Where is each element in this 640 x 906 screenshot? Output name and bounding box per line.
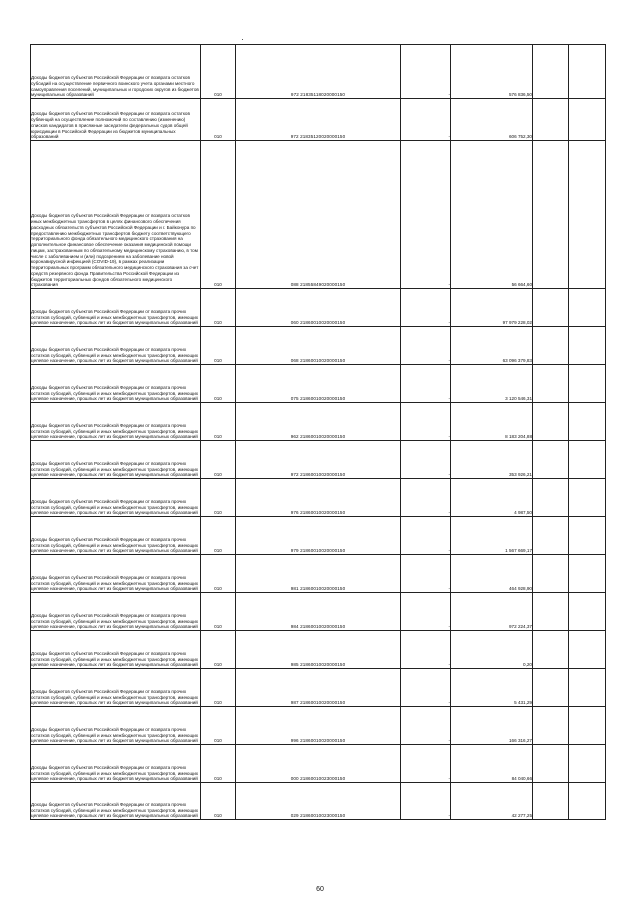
row-name-cell: Доходы бюджетов субъектов Российской Федерации от возврата прочих остатков субсидий, субвенций и иных межбюджетных трансфертов, имеющих целевое назначение, прошлых лет из бюджетов муниципальных образований xyxy=(31,289,201,327)
row-dash-cell: - xyxy=(401,479,451,517)
row-dash-cell: - xyxy=(401,327,451,365)
row-amount-cell: 4 987,50 xyxy=(451,479,533,517)
row-kbk-cell: 972 21835118020000150 xyxy=(236,45,401,99)
row-amount-cell: 166 316,27 xyxy=(451,707,533,745)
row-dash-cell: - xyxy=(401,441,451,479)
row-name-cell: Доходы бюджетов субъектов Российской Федерации от возврата прочих остатков субсидий, субвенций и иных межбюджетных трансфертов, имеющих целевое назначение, прошлых лет из бюджетов муниципальных образований xyxy=(31,441,201,479)
row-kbk-cell: 985 21860010020000150 xyxy=(236,631,401,669)
table-row xyxy=(31,289,606,327)
row-kbk-cell: 979 21860010020000150 xyxy=(236,517,401,555)
row-dash-cell: - xyxy=(401,403,451,441)
row-code-cell: 010 xyxy=(201,45,236,99)
row-empty-cell xyxy=(533,517,569,555)
row-empty-cell xyxy=(533,45,569,99)
table-row xyxy=(31,441,606,479)
table-row xyxy=(31,783,606,820)
row-empty-cell xyxy=(533,631,569,669)
row-kbk-cell: 972 21860010020000150 xyxy=(236,441,401,479)
row-empty-cell xyxy=(569,327,606,365)
row-empty-cell xyxy=(569,141,606,289)
row-empty-cell xyxy=(533,403,569,441)
row-code-cell: 010 xyxy=(201,783,236,820)
row-amount-cell: 84 040,66 xyxy=(451,745,533,783)
row-dash-cell: - xyxy=(401,783,451,820)
row-empty-cell xyxy=(569,403,606,441)
row-code-cell: 010 xyxy=(201,403,236,441)
row-amount-cell: 42 277,25 xyxy=(451,783,533,820)
row-code-cell: 010 xyxy=(201,327,236,365)
row-kbk-cell: 075 21860010020000150 xyxy=(236,365,401,403)
table-row xyxy=(31,403,606,441)
row-empty-cell xyxy=(569,745,606,783)
scan-speck xyxy=(242,39,243,40)
row-name-cell: Доходы бюджетов субъектов Российской Федерации от возврата остатков иных межбюджетных трансфертов в целях финансового обеспечения расходных обязательств субъектов Российской Федерации и г. Байконура по предоставлению межбюджетных трансфертов бюджету соответствующего территориального фонда обязательного медицинского страхования на дополнительное финансовое обеспечение оказания медицинской помощи лицам, застрахованным по обязательному медицинскому страхованию, в том числе с заболеванием и (или) подозрением на заболевание новой коронавирусной инфекцией (COVID-19), в рамках реализации территориальных программ обязательного медицинского страхования за счет средств резервного фонда Правительства Российской Федерации из бюджетов территориальных фондов обязательного медицинского страхования xyxy=(31,141,201,289)
row-code-cell: 010 xyxy=(201,141,236,289)
row-dash-cell: - xyxy=(401,141,451,289)
row-empty-cell xyxy=(569,441,606,479)
row-empty-cell xyxy=(569,517,606,555)
row-code-cell: 010 xyxy=(201,631,236,669)
table-row xyxy=(31,99,606,141)
row-amount-cell: 0,20 xyxy=(451,631,533,669)
row-empty-cell xyxy=(569,593,606,631)
row-name-cell: Доходы бюджетов субъектов Российской Федерации от возврата прочих остатков субсидий, субвенций и иных межбюджетных трансфертов, имеющих целевое назначение, прошлых лет из бюджетов муниципальных образований xyxy=(31,783,201,820)
row-dash-cell: - xyxy=(401,45,451,99)
row-empty-cell xyxy=(569,289,606,327)
row-empty-cell xyxy=(533,365,569,403)
row-dash-cell: - xyxy=(401,555,451,593)
row-empty-cell xyxy=(569,45,606,99)
row-name-cell: Доходы бюджетов субъектов Российской Федерации от возврата прочих остатков субсидий, субвенций и иных межбюджетных трансфертов, имеющих целевое назначение, прошлых лет из бюджетов муниципальных образований xyxy=(31,707,201,745)
row-empty-cell xyxy=(533,289,569,327)
row-name-cell: Доходы бюджетов субъектов Российской Федерации от возврата прочих остатков субсидий, субвенций и иных межбюджетных трансфертов, имеющих целевое назначение, прошлых лет из бюджетов муниципальных образований xyxy=(31,669,201,707)
row-code-cell: 010 xyxy=(201,289,236,327)
row-amount-cell: 3 120 546,31 xyxy=(451,365,533,403)
row-code-cell: 010 xyxy=(201,745,236,783)
row-empty-cell xyxy=(533,669,569,707)
row-dash-cell: - xyxy=(401,707,451,745)
row-amount-cell: 63 096 379,83 xyxy=(451,327,533,365)
row-dash-cell: - xyxy=(401,669,451,707)
table-row xyxy=(31,707,606,745)
row-code-cell: 010 xyxy=(201,555,236,593)
row-empty-cell xyxy=(569,707,606,745)
row-kbk-cell: 987 21860010020000150 xyxy=(236,669,401,707)
row-dash-cell: - xyxy=(401,99,451,141)
row-kbk-cell: 976 21860010020000150 xyxy=(236,479,401,517)
table-row xyxy=(31,365,606,403)
row-amount-cell: 97 979 228,02 xyxy=(451,289,533,327)
row-kbk-cell: 962 21860010020000150 xyxy=(236,403,401,441)
row-empty-cell xyxy=(569,555,606,593)
page-number: 60 xyxy=(316,886,324,893)
row-name-cell: Доходы бюджетов субъектов Российской Федерации от возврата прочих остатков субсидий, субвенций и иных межбюджетных трансфертов, имеющих целевое назначение, прошлых лет из бюджетов муниципальных образований xyxy=(31,479,201,517)
row-amount-cell: 8 183 204,88 xyxy=(451,403,533,441)
row-name-cell: Доходы бюджетов субъектов Российской Федерации от возврата прочих остатков субсидий, субвенций и иных межбюджетных трансфертов, имеющих целевое назначение, прошлых лет из бюджетов муниципальных образований xyxy=(31,517,201,555)
row-kbk-cell: 088 21855849020000150 xyxy=(236,141,401,289)
row-kbk-cell: 996 21860010020000150 xyxy=(236,707,401,745)
table-row xyxy=(31,45,606,99)
row-dash-cell: - xyxy=(401,593,451,631)
row-dash-cell: - xyxy=(401,631,451,669)
row-amount-cell: 464 928,90 xyxy=(451,555,533,593)
row-amount-cell: 972 224,37 xyxy=(451,593,533,631)
row-empty-cell xyxy=(569,99,606,141)
row-code-cell: 010 xyxy=(201,593,236,631)
row-code-cell: 010 xyxy=(201,365,236,403)
row-kbk-cell: 000 21860010023000150 xyxy=(236,745,401,783)
table-row xyxy=(31,593,606,631)
row-kbk-cell: 984 21860010020000150 xyxy=(236,593,401,631)
row-code-cell: 010 xyxy=(201,707,236,745)
row-dash-cell: - xyxy=(401,745,451,783)
row-empty-cell xyxy=(533,707,569,745)
row-name-cell: Доходы бюджетов субъектов Российской Федерации от возврата остатков субсидий на осуществление первичного воинского учета органами местного самоуправления поселений, муниципальных и городских округов из бюджетов муниципальных образований xyxy=(31,45,201,99)
row-empty-cell xyxy=(533,141,569,289)
table-row xyxy=(31,479,606,517)
row-kbk-cell: 981 21860010020000150 xyxy=(236,555,401,593)
table-row xyxy=(31,517,606,555)
row-empty-cell xyxy=(533,593,569,631)
row-code-cell: 010 xyxy=(201,517,236,555)
row-dash-cell: - xyxy=(401,517,451,555)
row-name-cell: Доходы бюджетов субъектов Российской Федерации от возврата прочих остатков субсидий, субвенций и иных межбюджетных трансфертов, имеющих целевое назначение, прошлых лет из бюджетов муниципальных образований xyxy=(31,365,201,403)
row-empty-cell xyxy=(569,365,606,403)
row-name-cell: Доходы бюджетов субъектов Российской Федерации от возврата прочих остатков субсидий, субвенций и иных межбюджетных трансфертов, имеющих целевое назначение, прошлых лет из бюджетов муниципальных образований xyxy=(31,593,201,631)
row-name-cell: Доходы бюджетов субъектов Российской Федерации от возврата прочих остатков субсидий, субвенций и иных межбюджетных трансфертов, имеющих целевое назначение, прошлых лет из бюджетов муниципальных образований xyxy=(31,631,201,669)
row-name-cell: Доходы бюджетов субъектов Российской Федерации от возврата остатков субвенций на осуществление полномочий по составлению (изменению) списков кандидатов в присяжные заседатели федеральных судов общей юрисдикции в Российской Федерации из бюджетов муниципальных образований xyxy=(31,99,201,141)
row-code-cell: 010 xyxy=(201,669,236,707)
table-row xyxy=(31,631,606,669)
row-name-cell: Доходы бюджетов субъектов Российской Федерации от возврата прочих остатков субсидий, субвенций и иных межбюджетных трансфертов, имеющих целевое назначение, прошлых лет из бюджетов муниципальных образований xyxy=(31,327,201,365)
row-empty-cell xyxy=(533,745,569,783)
row-code-cell: 010 xyxy=(201,441,236,479)
row-empty-cell xyxy=(569,783,606,820)
row-code-cell: 010 xyxy=(201,99,236,141)
row-name-cell: Доходы бюджетов субъектов Российской Федерации от возврата прочих остатков субсидий, субвенций и иных межбюджетных трансфертов, имеющих целевое назначение, прошлых лет из бюджетов муниципальных образований xyxy=(31,403,201,441)
row-kbk-cell: 060 21860010020000150 xyxy=(236,289,401,327)
row-empty-cell xyxy=(533,555,569,593)
table-row xyxy=(31,141,606,289)
table-row xyxy=(31,669,606,707)
row-empty-cell xyxy=(533,327,569,365)
row-kbk-cell: 029 21860010023000150 xyxy=(236,783,401,820)
row-name-cell: Доходы бюджетов субъектов Российской Федерации от возврата прочих остатков субсидий, субвенций и иных межбюджетных трансфертов, имеющих целевое назначение, прошлых лет из бюджетов муниципальных образований xyxy=(31,555,201,593)
row-amount-cell: 576 836,50 xyxy=(451,45,533,99)
row-amount-cell: 353 926,21 xyxy=(451,441,533,479)
row-amount-cell: 5 431,29 xyxy=(451,669,533,707)
row-empty-cell xyxy=(569,479,606,517)
row-name-cell: Доходы бюджетов субъектов Российской Федерации от возврата прочих остатков субсидий, субвенций и иных межбюджетных трансфертов, имеющих целевое назначение, прошлых лет из бюджетов муниципальных образований xyxy=(31,745,201,783)
row-amount-cell: 1 567 669,17 xyxy=(451,517,533,555)
row-empty-cell xyxy=(533,479,569,517)
table-row xyxy=(31,745,606,783)
row-empty-cell xyxy=(533,783,569,820)
row-empty-cell xyxy=(533,441,569,479)
row-dash-cell: - xyxy=(401,289,451,327)
table-row xyxy=(31,327,606,365)
revenue-table xyxy=(30,44,606,820)
row-amount-cell: 56 664,60 xyxy=(451,141,533,289)
row-amount-cell: 606 752,30 xyxy=(451,99,533,141)
row-empty-cell xyxy=(533,99,569,141)
row-dash-cell: - xyxy=(401,365,451,403)
row-kbk-cell: 068 21860010020000150 xyxy=(236,327,401,365)
row-code-cell: 010 xyxy=(201,479,236,517)
row-kbk-cell: 972 21835120020000150 xyxy=(236,99,401,141)
row-empty-cell xyxy=(569,669,606,707)
table-row xyxy=(31,555,606,593)
row-empty-cell xyxy=(569,631,606,669)
